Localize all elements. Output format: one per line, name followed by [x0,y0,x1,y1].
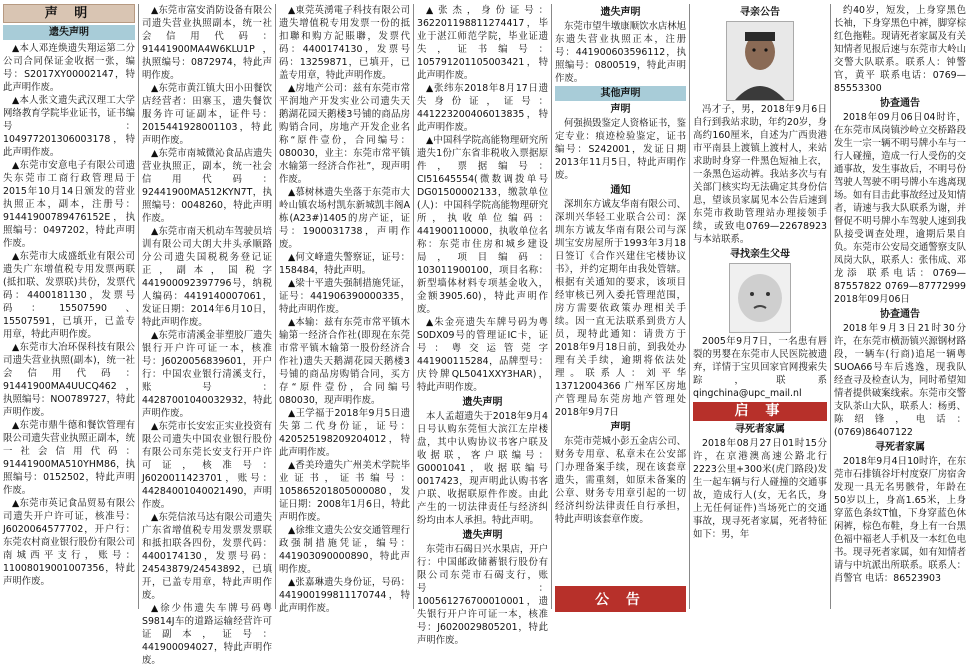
person-photo [726,21,794,101]
notice-item: 2018年9月4日10时许，在东莞市石排镇谷圩村度寮厂房宿舍发现一具无名男骸骨，年龄在50岁以上，身高1.65米，上身穿蓝色条纹T恤，下身穿蓝色休闲裤，棕色布鞋，身上有一台黑色福中福老人手机及一本红色电书。现寻死者家属，如有知情者请与中坑派出所联系。联系人：肖警官 电话：86523903 [834,456,966,584]
notice-item: ▲东莞市黄江镇大田小田餐饮店经营者：田寨玉，遗失餐饮服务许可证副本，证件号：2015441928001103，特此声明作废。 [142,83,272,146]
notice-title: 寻找亲生父母 [730,249,790,260]
notice-item: ▲张纬东2018年8月17日遗失身份证，证号：441223200406013835，特此声明作废。 [417,83,548,133]
announcement-box: 公 告 [555,586,686,612]
notice-item: 本人孟超遗失于2018年9月4日号认购东莞恒大滨江左岸楼盘，其中认购协议书客户联及收据联，客户联编号：G0001041，收据联编号0017423，现声明此认购书客户联、收据联原件作废。由此产生的一切法律责任与经济纠纷均由本人承担。特此声明。 [417,411,548,526]
notice-item: 东莞市石碣日兴水果店，开户行：中国邮政储蓄银行股份有限公司东莞市石碣支行，账号：100561276700010001，遗失银行开户许可证一本，核准号：J6020029805201，特此声明作废。 [417,544,548,646]
column-divider [275,4,276,609]
notice-item: 东莞市望牛墩康顺饮水店林旭东遗失营业执照正本，注册号：441900603596112，执照编号：0800519，特此声明作废。 [555,21,686,84]
notice-item: ▲梁十平遗失强制措施凭证，证号：441906390000335，特此声明作废。 [279,278,410,315]
infant-photo [729,263,791,333]
notice-item: ▲东莞市南城微沁食品店遗失营业执照正，副本，统一社会信用代码：92441900MA512KYN7T，执照编号：0048260，特此声明作废。 [142,148,272,224]
notice-item: 深圳东方诚友华南有限公司、深圳兴华轻工业联合公司：深圳东方诚友华南有限公司与深圳宝安房屋所于1993年3月18日签订《合作兴建住宅楼协议书》，并约定期年由我处管辖。根据有关通知的要求，该项目经审核已列入委托管理范围，房方需要依政策办理相关手续。因一直无法联系到贵方人员，现特此通知：请贵方于2018年9月18日前，到我处办理有关手续，逾期将依法处理。联系人：刘平华 13712004366 广州军区房地产管理局东莞房地产管理处 2018年9月7日 [555,199,686,418]
notice-item: 东莞市莞城小彭五金店公司、财务专用章、私章未在公安部门办理备案手续，现在该套章遗失，需重刻，如原未备案的公章、财务专用章引起的一切经济纠纷法律责任自行承担，特此声明该套章作废。 [555,436,686,525]
notice-title: 声明 [610,422,631,433]
column-divider [689,4,690,609]
notice-item: ▲中国科学院高能物理研究所遗失1份广东省非税收入票据原件，票据编号：CI51645554(微数调拨单号DG01500002133，缴款单位(人)：中国科学院高能物理研究所，执收单位编码：441900110000，执收单位名称：东莞市住房和城乡建设局，项目编码：103011900100，项目名称：新型墙体材料专项基金收入，金额3905.60)，特此声明作废。 [417,135,548,315]
column-divider [413,4,414,609]
notice-item: ▲徐维文遗失公安交通管理行政强制措施凭证，编号：441903090000890，特此声明作废。 [279,525,410,575]
notice-item: ▲东莞市富安消防设备有限公司遗失营业执照副本，统一社会信用代码：91441900MA4W6KLU1P，执照编号：0872974，特此声明作废。 [142,5,272,81]
notice-item: ▲何文峰遗失警察证，证号：158484，特此声明。 [279,252,410,276]
other-statement-header: 其他声明 [555,86,686,101]
notice-item: ▲张嘉琳遗失身份证，号码：441900199811170744，特此声明作废。 [279,577,410,614]
notice-title: 寻死者家属 [875,442,925,453]
notice-title: 遗失声明 [600,7,641,18]
notice-item: ▲东莞市大冶环保科技有限公司遗失营业执照(副本)，统一社会信用代码：91441900MA4UUCQ462，执照编号：NO0789727，特此声明作废。 [3,342,135,418]
notice-item: 2005年9月7日，一名患有唇裂的男婴在东莞市人民医院被遗弃，详情于宝贝回家官网搜索失踪，联系qingchina@upc_mail.nl [693,336,827,399]
notice-item: ▲东莞市大成盛纸业有限公司遗失广东增值税专用发票两联(抵扣联、发票联)共份，发票代码：4400181130，发票号码：15507590、15507591，已填开，已盖专用章，特此声明作废。 [3,251,135,340]
column-divider [138,4,139,609]
column-2 [142,4,272,666]
notice-item: ▲朱金亮遗失车牌号码为粤S0DX09号的管理证IC卡，证号：粤交运管莞字441900115284，品牌型号：庆铃牌QL5041XXY3HAR)，特此声明作废。 [417,317,548,393]
column-5 [555,4,686,609]
notice-item: ▲徐少伟遗失车牌号码粤S9814J车的道路运输经营许可证副本，证号：441900094027，特此声明作废。 [142,603,272,666]
notice-item: ▲东莞市鼎牛德和餐饮管理有限公司遗失营业执照正副本，统一社会信用代码：91441900MA510YHM86，执照编号：0152502，特此声明作废。 [3,420,135,496]
notice-item: ▲东莞市英记食品贸易有限公司遗失开户许可证，核准号：J6020064577702，开户行：东莞农村商业银行股份有限公司南城西平支行，账号：11008019001007356，特此声明作废。 [3,498,135,587]
notice-item: ▲本人邓连焕遗失翔运第二分公司合同保证金收据一张，编号：S2017XY00002147，特此声明作废。 [3,43,135,93]
notice-item: 约40岁，短发，上身穿黑色长袖，下身穿黑色中裤，脚穿棕红色拖鞋。现请死者家属及有关知情者见报后速与东莞市大岭山交警大队联系。联系人：钟警官，黄平 联系电话：0769—85553300 [834,5,966,94]
notice-title: 通知 [610,185,631,196]
notice-item: ▲王学福于2018年9月5日遗失第二代身份证，证号：420525198209204012，特此声明作废。 [279,408,410,458]
notice-item: ▲东莞市长安宏正实业投资有限公司遗失中国农业银行股份有限公司东莞长安支行开户许可证，核准号：J6020011423701，账号：44284001040021490，声明作废。 [142,421,272,510]
notice-item: ▲慕树林遗失坐落于东莞市大岭山镇农场村凯东新城凯丰阁A栋(A23#)1405的房产证，证号：1900031738，声明作废。 [279,187,410,250]
notice-title: 寻亲公告 [740,7,780,18]
column-3 [279,4,410,614]
notice-item: ▲张杰，身份证号：362201198811274417，毕业于湛江师范学院，毕业证遗失，证书编号：105791201105003421，特此声明作废。 [417,5,548,81]
column-divider [830,4,831,609]
notice-item: ▲房地产公司：兹有东莞市常平润地产开发实业公司遗失天鹅湖花园天鹅楼3号铺的商品房购销合同，房地产开发企业名称“原件壹份，合同编号：080030，业主：东莞市常平镇水输第一经济合作社”，现声明作废。 [279,83,410,185]
lost-statement-header: 遗失声明 [3,25,135,40]
notice-title: 寻死者家属 [735,424,785,435]
notice-title: 遗失声明 [462,397,503,408]
notice-item: 2018年08月27日01时15分许，在京港澳高速公路北行2223公里+300米(虎门路段)发生一起车辆与行人碰撞的交通事故，造成行人(女，无名氏，身上无任何证件)当场死亡的交通事故，现寻死者家属，死者特征如下：男，年 [693,438,827,540]
column-divider [551,4,552,609]
notice-item: 2018年09月06日04时许，在东莞市凤岗镇沙岭立交桥路段发生一宗一辆不明号牌小车与一行人碰撞，造成一行人受伤的交通事故，发生事故后，不明号份驾驶人驾驶不明号牌小车逃离现场。如有目击此事故经过及知情者，请速与我大队联系为谢，并督促不明号牌小车驾驶人速到我队接受调查处理，逾期后果自负。东莞市公安局交通警察支队凤岗大队，联系人：张伟成、邓龙添 联系电话：0769—87557822 0769—87772999 2018年09月06日 [834,112,966,305]
notice-item: ▲东莞市南天机动车驾驶员培训有限公司大朗大井头承顺路分公司遗失国税税务登记证正，副本，国税字441900092397796号，纳税人编码：4419140007061，发证日期：2014年6月10日，特此声明作废。 [142,226,272,328]
notice-title: 协查通告 [880,98,920,109]
section-header-statement: 声 明 [3,4,135,23]
notice-box: 启 事 [693,402,827,421]
notice-item: ▲香美玲遗失广州美术学院毕业证书，证书编号：105865201805000080，发证日期：2008年1月6日，特此声明作废。 [279,460,410,523]
column-1 [3,4,135,609]
notice-item: ▲东莞市清溪金菲塑胶厂遗失银行开户许可证一本，核准号：J6020056839601，开户行：中国农业银行清溪支行，账号：44287001040032932，特此声明作废。 [142,330,272,419]
notice-item: ▲東莞英湧電子科技有限公司遗失增值税专用发票一份的抵扣聯和购方記賬聯，发票代码：4400174130，发票号码：13259871，已填开，已盖专用章，特此声明作废。 [279,5,410,81]
column-6 [693,4,827,609]
notice-title: 遗失声明 [462,530,503,541]
column-7 [834,4,966,609]
notice-title: 声明 [610,104,631,115]
notice-item: 冯才子，男，2018年9月6日自行到我站求助，年约20岁，身高约160厘米，自述为广西贵港市平南县上渡镇上渡村人，来站求助时身穿一件黑色短袖上衣，一条黑色运动裤。我站多次与有关部门核实均无法确定其身份信息，望该员家属见本公告后速到东莞市救助管理站办理接领手续，或致电0769—22678923与本站联系。 [693,104,827,245]
notice-title: 协查通告 [880,309,920,320]
notice-item: 2018年9月3日21时30分许，在东莞市横沥镇兴源钢材路段，一辆车(行商)追尾一辆粤SUOA66号车后逃逸，现我队经查寻及检查认为，同时希望知情者提供破案线索。东莞市交警支队茶山大队，联系人：杨勇、陈绍锋，电话：(0769)86407122 [834,323,966,438]
column-4 [417,4,548,646]
notice-item: ▲东莞信浓马达有限公司遗失广东省增值税专用发票发票联和抵扣联各四份，发票代码：4400174130，发票号码：24543879/24543892，已填开，已盖专用章，特此声明作废。 [142,512,272,601]
notice-item: ▲东莞市安意电子有限公司遗失东莞市工商行政管理局于2015年10月14日颁发的营业执照正本，副本，注册号：914419007894761​52E，执照编号：0497202，特此声明作废。 [3,160,135,249]
notice-item: ▲本输：兹有东莞市常平镇木输第一经济合作社(即现在东莞市常平镇木输第一股份经济合作社)遗失天鹅湖花园天鹅楼3号铺的商品房购销合同，买方存“原件壹份，合同编号080030，现声明作废。 [279,317,410,406]
notice-item: ▲本人张文遗失武汉理工大学网络教育学院毕业证书，证书编号：104977201306003178，特此声明作废。 [3,95,135,158]
notice-item: 何强损毁鉴定人资格证书，鉴定专业：痕迹检验鉴定，证书编号：S242001，发证日期2013年11月5日，特此声明作废。 [555,118,686,181]
